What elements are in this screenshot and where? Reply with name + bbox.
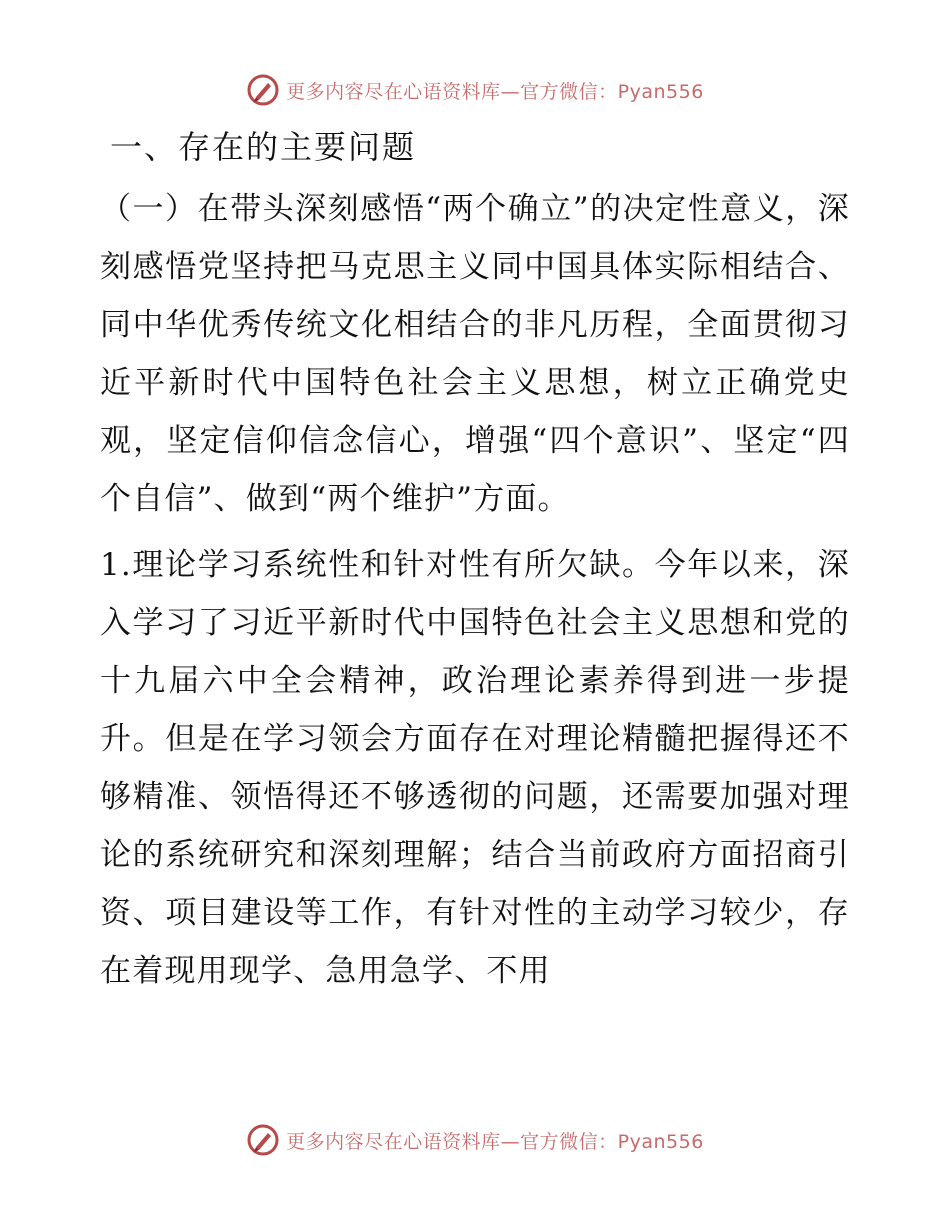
pen-logo-icon xyxy=(246,73,280,107)
document-body xyxy=(100,118,850,1000)
paragraph-2: 1.理论学习系统性和针对性有所欠缺。今年以来，深入学习了习近平新时代中国特色社会主义思想和党的十九届六中全会精神，政治理论素养得到进一步提升。但是在学习领会方面存在对理论精髓把握得还不够精准、领悟得还不够透彻的问题，还需要加强对理论的系统研究和深刻理解；结合当前政府方面招商引资、项目建设等工作，有针对性的主动学习较少，存在着现用现学、急用急学、不用 xyxy=(100,547,850,989)
watermark-text: 更多内容尽在心语资料库—官方微信：Pyan556 xyxy=(286,1130,704,1153)
watermark-text: 更多内容尽在心语资料库—官方微信：Pyan556 xyxy=(286,80,704,103)
paragraph-1: （一）在带头深刻感悟“两个确立”的决定性意义，深刻感悟党坚持把马克思主义同中国具体实际相结合、同中华优秀传统文化相结合的非凡历程，全面贯彻习近平新时代中国特色社会主义思想，树立正确党史观，坚定信仰信念信心，增强“四个意识”、坚定“四个自信”、做到“两个维护”方面。 xyxy=(100,191,850,517)
pen-logo-icon xyxy=(246,1123,280,1157)
watermark-banner-top xyxy=(0,70,950,110)
watermark-banner-bottom xyxy=(0,1120,950,1160)
section-heading: 一、存在的主要问题 xyxy=(110,128,417,166)
